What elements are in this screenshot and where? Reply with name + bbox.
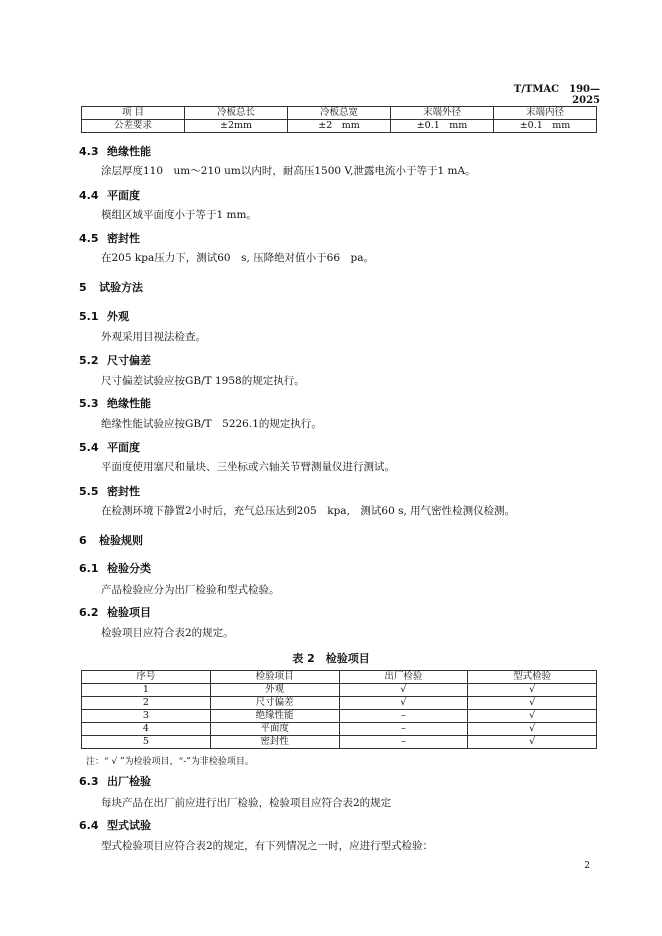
table-cell: 公差要求 xyxy=(82,120,185,133)
table-cell: 5 xyxy=(82,736,211,749)
section-heading-6-4 xyxy=(79,819,151,833)
table-cell: ±2 mm xyxy=(288,120,391,133)
table-cell: 外观 xyxy=(210,684,339,697)
table-cell: √ xyxy=(339,697,468,710)
section-text-4-4: 模组区域平面度小于等于1 mm。 xyxy=(101,209,257,221)
table-cell: 序号 xyxy=(82,671,211,684)
section-title: 尺寸偏差 xyxy=(107,354,151,367)
table-row xyxy=(82,710,597,723)
section-title: 出厂检验 xyxy=(107,775,151,788)
section-number: 4.4 xyxy=(79,189,99,202)
table-row xyxy=(82,697,597,710)
table-cell: – xyxy=(339,710,468,723)
table-cell: – xyxy=(339,736,468,749)
table-caption: 表 2 检验项目 xyxy=(292,652,370,665)
section-title: 检验规则 xyxy=(99,534,143,547)
section-heading-4-5 xyxy=(79,232,140,246)
table-cell: 型式检验 xyxy=(468,671,597,684)
table-cell: √ xyxy=(468,723,597,736)
page-number: 2 xyxy=(584,861,590,871)
section-text-5-3: 绝缘性能试验应按GB/T 5226.1的规定执行。 xyxy=(101,418,322,430)
table-cell: 检验项目 xyxy=(210,671,339,684)
section-text-6-2: 检验项目应符合表2的规定。 xyxy=(101,627,234,639)
table-cell: ±0.1 mm xyxy=(494,120,597,133)
section-heading-4-3 xyxy=(79,145,151,159)
section-number: 5.4 xyxy=(79,441,99,454)
table-cell: √ xyxy=(468,684,597,697)
section-heading-5-2 xyxy=(79,354,151,368)
section-text-5-4: 平面度使用塞尺和量块、三坐标或六轴关节臂测量仪进行测试。 xyxy=(101,461,395,473)
table-row xyxy=(82,120,597,133)
inspection-items-table xyxy=(81,670,597,749)
table-cell: 冷板总长 xyxy=(185,107,288,120)
section-number: 5.5 xyxy=(79,485,99,498)
section-heading-6-3 xyxy=(79,775,151,789)
table-cell: ±2mm xyxy=(185,120,288,133)
table-cell: 尺寸偏差 xyxy=(210,697,339,710)
section-title: 试验方法 xyxy=(99,281,143,294)
section-title: 绝缘性能 xyxy=(107,145,151,158)
table-header-row xyxy=(82,107,597,120)
table-cell: 4 xyxy=(82,723,211,736)
section-text-6-4: 型式检验项目应符合表2的规定，有下列情况之一时，应进行型式检验： xyxy=(101,840,434,852)
table-cell: 末端外径 xyxy=(391,107,494,120)
table-cell: √ xyxy=(468,697,597,710)
table-cell: 出厂检验 xyxy=(339,671,468,684)
section-text-4-3: 涂层厚度110 um～210 um以内时，耐高压1500 V,泄露电流小于等于1 mA。 xyxy=(101,165,476,177)
table-cell: √ xyxy=(468,710,597,723)
tolerance-table xyxy=(81,106,597,133)
section-number: 6.1 xyxy=(79,562,99,575)
table-cell: 项 目 xyxy=(82,107,185,120)
section-title: 密封性 xyxy=(107,485,140,498)
section-heading-4-4 xyxy=(79,189,140,203)
table-cell: 冷板总宽 xyxy=(288,107,391,120)
section-heading-5-4 xyxy=(79,441,140,455)
section-title: 平面度 xyxy=(107,189,140,202)
section-title: 检验分类 xyxy=(107,562,151,575)
section-title: 外观 xyxy=(107,310,129,323)
table-row xyxy=(82,736,597,749)
table-cell: 密封性 xyxy=(210,736,339,749)
document-code: T/TMAC 190—2025 xyxy=(513,84,600,106)
table-row xyxy=(82,723,597,736)
table-row xyxy=(82,684,597,697)
section-heading-5-5 xyxy=(79,485,140,499)
table-header-row xyxy=(82,671,597,684)
table-cell: 2 xyxy=(82,697,211,710)
section-text-5-5: 在检测环境下静置2小时后，充气总压达到205 kpa, 测试60 s, 用气密性检测仪检测。 xyxy=(101,505,516,517)
section-heading-5-1 xyxy=(79,310,129,324)
section-text-6-3: 每块产品在出厂前应进行出厂检验，检验项目应符合表2的规定 xyxy=(101,797,392,809)
section-number: 6.3 xyxy=(79,775,99,788)
section-text-5-2: 尺寸偏差试验应按GB/T 1958的规定执行。 xyxy=(101,375,305,387)
section-title: 绝缘性能 xyxy=(107,397,151,410)
section-text-6-1: 产品检验应分为出厂检验和型式检验。 xyxy=(101,584,280,596)
section-title: 检验项目 xyxy=(107,606,151,619)
section-text-5-1: 外观采用目视法检查。 xyxy=(101,331,206,343)
table-cell: 平面度 xyxy=(210,723,339,736)
section-number: 4.3 xyxy=(79,145,99,158)
section-number: 5.3 xyxy=(79,397,99,410)
section-heading-6-2 xyxy=(79,606,151,620)
table-cell: ±0.1 mm xyxy=(391,120,494,133)
section-heading-6 xyxy=(79,534,143,548)
table-cell: 3 xyxy=(82,710,211,723)
section-number: 6.2 xyxy=(79,606,99,619)
section-heading-5 xyxy=(79,281,143,295)
section-number: 5.1 xyxy=(79,310,99,323)
table-cell: – xyxy=(339,723,468,736)
section-title: 密封性 xyxy=(107,232,140,245)
table-cell: 末端内径 xyxy=(494,107,597,120)
section-heading-6-1 xyxy=(79,562,151,576)
section-number: 6 xyxy=(79,534,87,547)
table-cell: 1 xyxy=(82,684,211,697)
section-number: 5 xyxy=(79,281,87,294)
section-heading-5-3 xyxy=(79,397,151,411)
table-cell: 绝缘性能 xyxy=(210,710,339,723)
section-title: 型式试验 xyxy=(107,819,151,832)
section-number: 4.5 xyxy=(79,232,99,245)
section-number: 5.2 xyxy=(79,354,99,367)
table-note: 注：“ √ ”为检验项目，“-”为非检验项目。 xyxy=(86,757,254,767)
section-number: 6.4 xyxy=(79,819,99,832)
table-cell: √ xyxy=(339,684,468,697)
table-cell: √ xyxy=(468,736,597,749)
section-title: 平面度 xyxy=(107,441,140,454)
section-text-4-5: 在205 kpa压力下，测试60 s, 压降绝对值小于66 pa。 xyxy=(101,252,374,264)
